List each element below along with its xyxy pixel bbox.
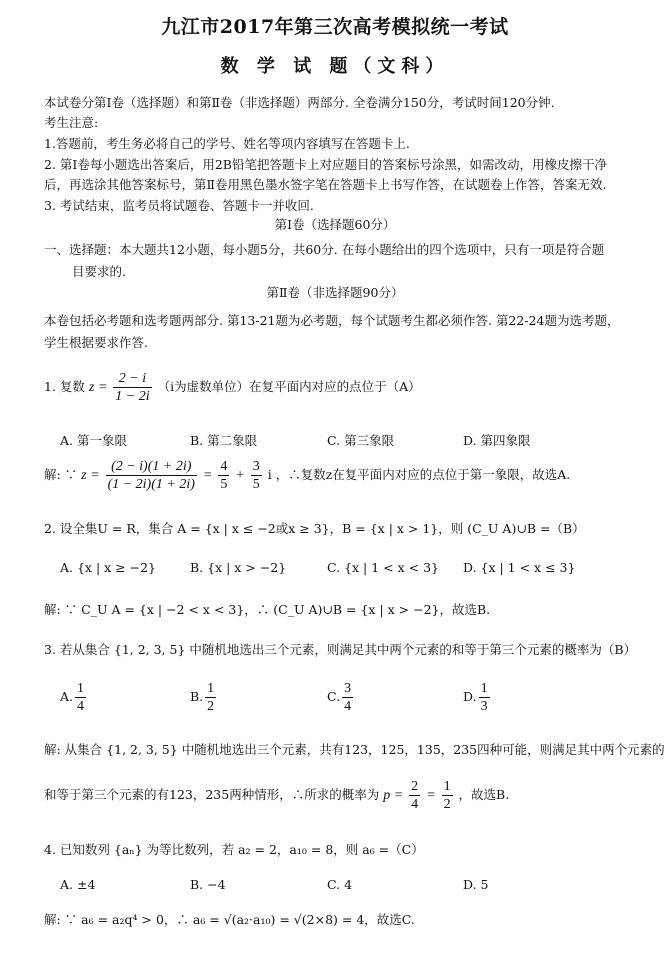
q3-solution-cont: 和等于第三个元素的有123，235两种情形，∴所求的概率为 p = $\frac{2}{4}$ = $\frac{1}{2}$ ，故选B.: [44, 779, 510, 812]
question-2-stem: 2. 设全集U = R，集合 A = {x | x ≤ −2或x ≥ 3}，B = {x | x > 1}，则 (C_U A)∪B =（B）: [44, 521, 585, 536]
q3-option-a: A. $\frac{1}{4}$: [60, 681, 85, 714]
part2-description: 本卷包括必考题和选考题两部分. 第13-21题为必考题，每个试题考生都必须作答. 第22-24题为选考题，: [44, 313, 620, 328]
q3-option-b: B. $\frac{1}{2}$: [190, 681, 215, 714]
q2-solution: 解: ∵ C_U A = {x | −2 < x < 3}，∴ (C_U A)∪B = {x | x > −2}，故选B.: [44, 602, 491, 617]
exam-subtitle: 数 学 试 题（文科）: [220, 56, 450, 77]
q1-option-b: B. 第二象限: [190, 433, 258, 448]
notice-item-2: 2. 第Ⅰ卷每小题选出答案后，用2B铅笔把答题卡上对应题目的答案标号涂黑，如需改动，用橡皮擦干净: [44, 157, 607, 172]
q1-option-a: A. 第一象限: [60, 433, 127, 448]
q3-option-d: D. $\frac{1}{3}$: [463, 681, 488, 714]
q4-solution: 解: ∵ a₆ = a₂q⁴ > 0，∴ a₆ = √(a₂·a₁₀) = √(2×8) = 4，故选C.: [44, 912, 415, 927]
q1-fraction: $\frac{2 - i}{1 - 2i}$: [115, 371, 150, 404]
intro-line: 本试卷分第Ⅰ卷（选择题）和第Ⅱ卷（非选择题）两部分. 全卷满分150分，考试时间120分钟.: [44, 95, 555, 110]
part2-description-cont: 学生根据要求作答.: [44, 335, 148, 350]
part2-heading: 第Ⅱ卷（非选择题90分）: [266, 285, 404, 300]
q1-option-d: D. 第四象限: [463, 433, 531, 448]
q1-solution: 解: ∵ z = $\frac{(2 - i)(1 + 2i)}{(1 - 2i)(1 + 2i)}$ = $\frac{4}{5}$ + $\frac{3}{5}$ i ，∴复数z在复平面内对应的点位于第一象限，故选A.: [44, 459, 571, 492]
q4-option-a: A. ±4: [60, 877, 96, 892]
question-3-stem: 3. 若从集合 {1, 2, 3, 5} 中随机地选出三个元素，则满足其中两个元素的和等于第三个元素的概率为（B）: [44, 642, 637, 657]
notice-item-2-cont: 后，再选涂其他答案标号，第Ⅱ卷用黑色墨水签字笔在答题卡上书写作答，在试题卷上作答，答案无效.: [44, 177, 607, 192]
q1-option-c: C. 第三象限: [327, 433, 395, 448]
q4-option-c: C. 4: [327, 877, 353, 892]
part1-description-cont: 目要求的.: [72, 264, 126, 279]
q4-option-b: B. −4: [190, 877, 226, 892]
q2-option-a: A. {x | x ≥ −2}: [60, 560, 156, 575]
q3-option-c: C. $\frac{3}{4}$: [327, 681, 352, 714]
q3-solution: 解: 从集合 {1, 2, 3, 5} 中随机地选出三个元素，共有123，125，135，235四种可能，则满足其中两个元素的: [44, 742, 665, 757]
q4-option-d: D. 5: [463, 877, 489, 892]
q2-option-d: D. {x | 1 < x ≤ 3}: [463, 560, 576, 575]
q2-option-c: C. {x | 1 < x < 3}: [327, 560, 439, 575]
question-4-stem: 4. 已知数列 {aₙ} 为等比数列，若 a₂ = 2，a₁₀ = 8，则 a₆ =（C）: [44, 842, 424, 857]
question-1-stem: 1. 复数 z = $\frac{2 - i}{1 - 2i}$ （i为虚数单位）在复平面内对应的点位于（A）: [44, 371, 421, 404]
notice-item-1: 1.答题前，考生务必将自己的学号、姓名等项内容填写在答题卡上.: [44, 136, 410, 151]
part1-heading: 第Ⅰ卷（选择题60分）: [274, 217, 396, 232]
notice-heading: 考生注意:: [44, 115, 99, 130]
notice-item-3: 3. 考试结束，监考员将试题卷、答题卡一并收回.: [44, 198, 314, 213]
q2-option-b: B. {x | x > −2}: [190, 560, 287, 575]
part1-description: 一、选择题：本大题共12小题，每小题5分，共60分. 在每小题给出的四个选项中，只有一项是符合题: [44, 242, 605, 257]
exam-title: 九江市2017年第三次高考模拟统一考试: [161, 16, 509, 38]
